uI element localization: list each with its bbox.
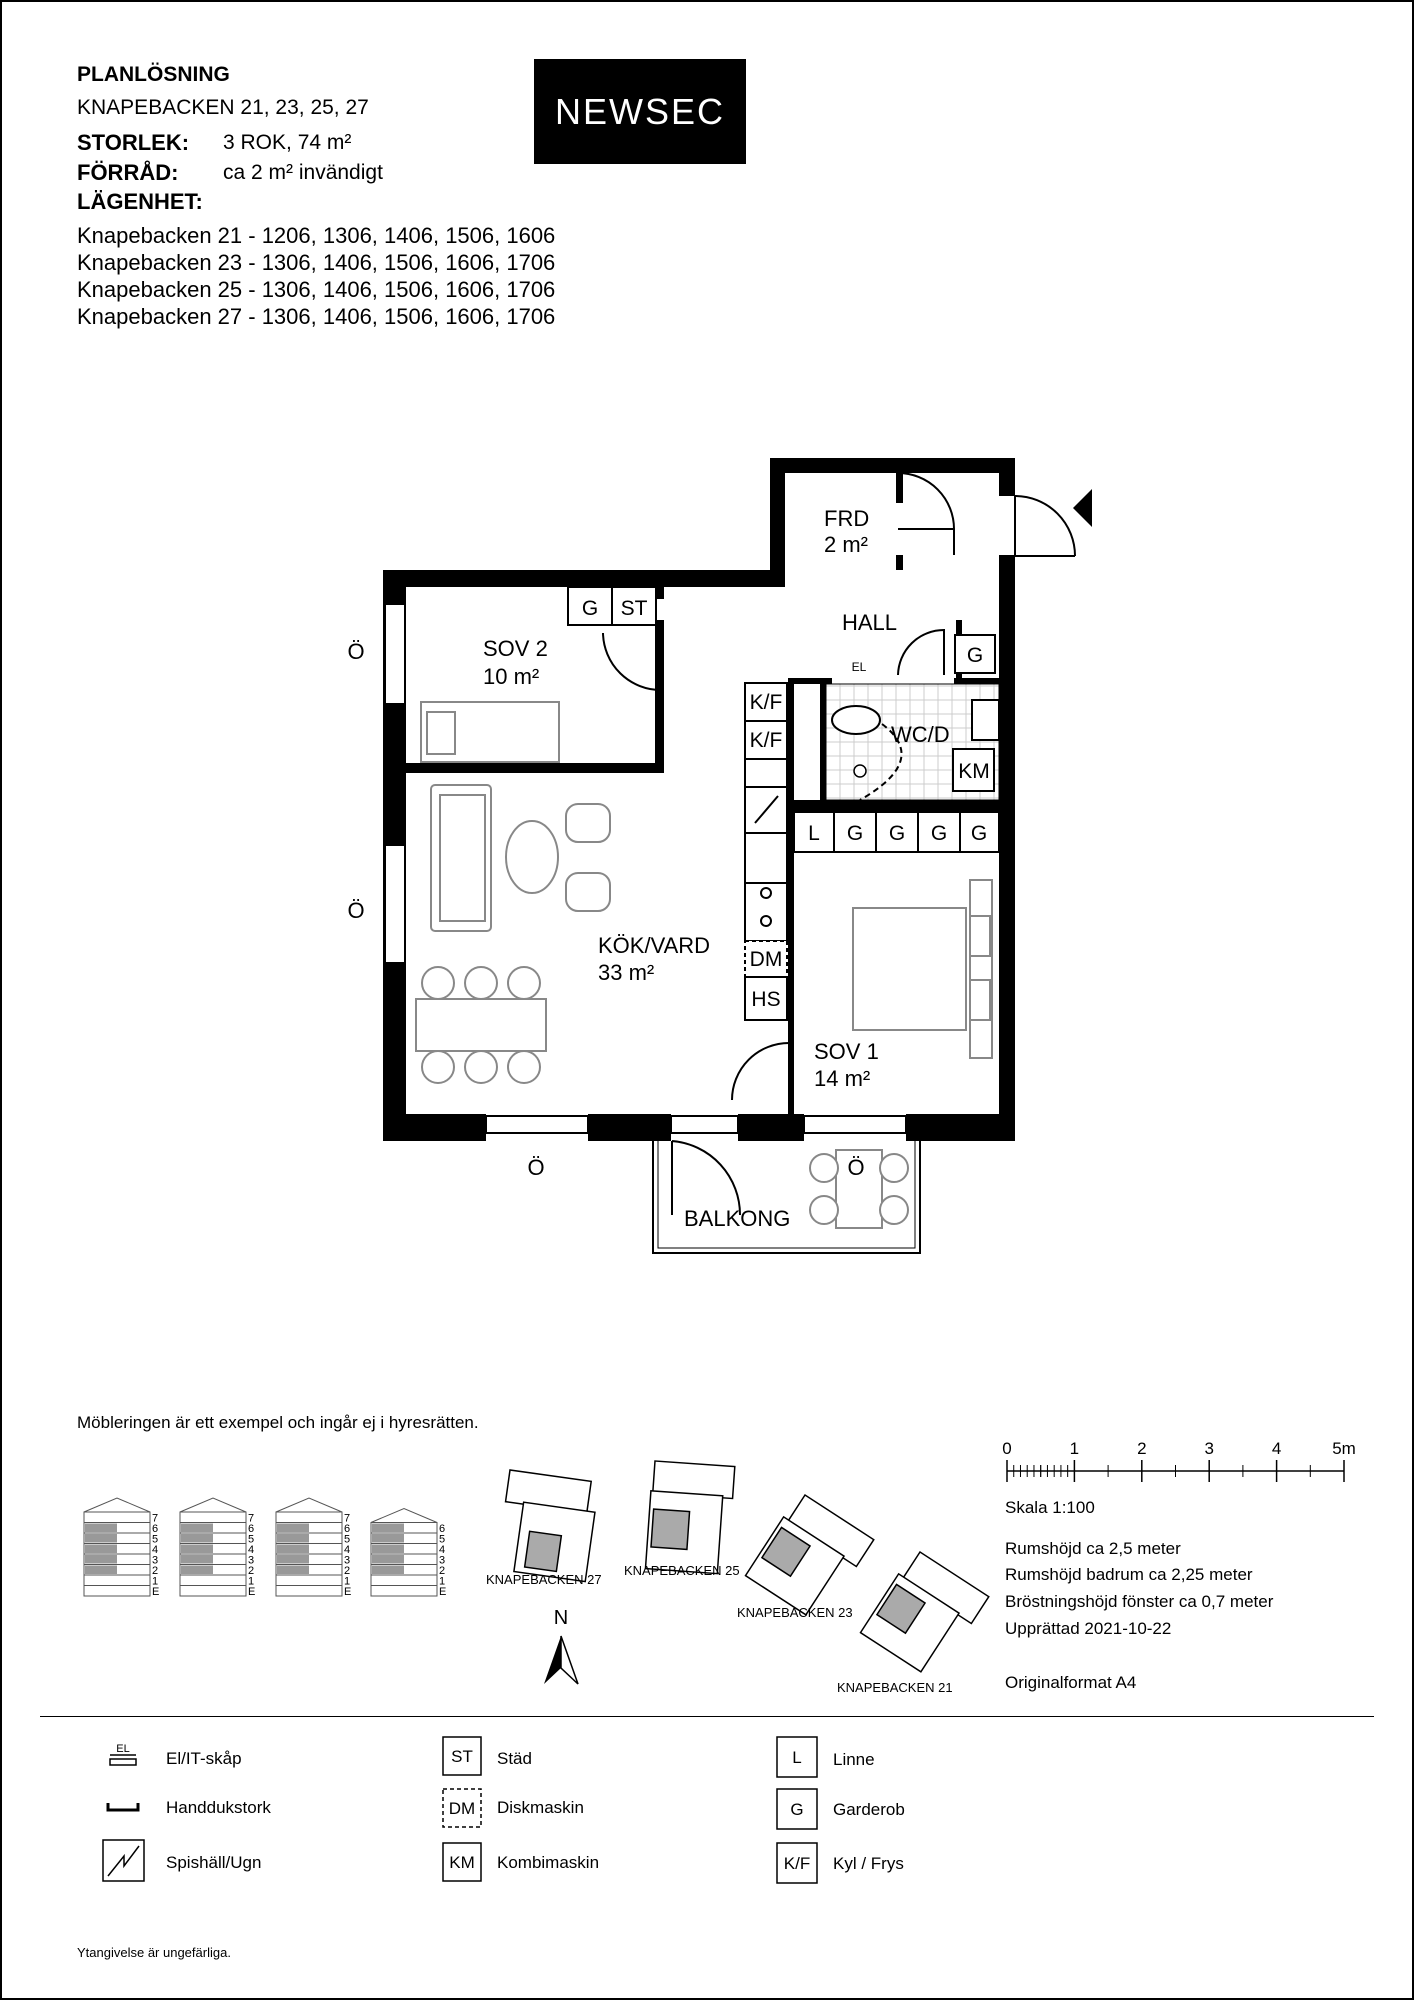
furnishing-note: Möbleringen är ett exempel och ingår ej i hyresrätten.: [77, 1413, 479, 1432]
cleaning-closet-label: ST: [620, 597, 648, 620]
storage-label: FÖRRÅD:: [77, 160, 179, 185]
window-mark: Ö: [347, 639, 365, 664]
building-label: KNAPEBACKEN 27: [486, 1572, 602, 1587]
kok-name: KÖK/VARD: [598, 933, 711, 958]
stack-floor-label: 2: [344, 1565, 351, 1577]
sov2-name: SOV 2: [483, 636, 548, 661]
legend-label: Diskmaskin: [497, 1798, 584, 1817]
stack-floor-label: E: [248, 1586, 256, 1598]
legend-label: Spishäll/Ugn: [166, 1853, 262, 1872]
frd-area: 2 m²: [824, 532, 868, 557]
stack-floor-label: 2: [248, 1565, 255, 1577]
stack-floor-label: 1: [152, 1575, 159, 1588]
legend-label: El/IT-skåp: [166, 1749, 242, 1768]
legend-label: Kyl / Frys: [833, 1854, 904, 1873]
wardrobe-label: G: [930, 822, 948, 845]
original-format: Originalformat A4: [1005, 1673, 1137, 1692]
frd-name: FRD: [824, 506, 870, 531]
scale-tick-label: 5m: [1332, 1439, 1356, 1458]
apartment-line: Knapebacken 23 - 1306, 1406, 1506, 1606, 1706: [77, 250, 556, 275]
legend-label: Linne: [833, 1750, 875, 1769]
info-line: Bröstningshöjd fönster ca 0,7 meter: [1005, 1592, 1274, 1611]
fridge-freezer-label: K/F: [749, 729, 783, 752]
stack-floor-label: 7: [248, 1512, 255, 1525]
legend-label: Städ: [497, 1749, 532, 1768]
stack-floor-label: 6: [152, 1523, 159, 1535]
wardrobe-label: G: [888, 822, 906, 845]
building-label: KNAPEBACKEN 25: [624, 1563, 740, 1578]
building-label: KNAPEBACKEN 23: [737, 1605, 853, 1620]
stack-floor-label: 4: [248, 1544, 255, 1556]
linen-label: L: [808, 822, 820, 845]
legend-label: Kombimaskin: [497, 1853, 600, 1872]
fridge-freezer-label: K/F: [749, 691, 783, 714]
stack-floor-label: 1: [344, 1575, 351, 1588]
stack-floor-label: 3: [344, 1554, 351, 1567]
stack-floor-label: E: [344, 1586, 352, 1598]
wardrobe-label: G: [581, 597, 599, 620]
towel-dryer-icon: [108, 1803, 138, 1810]
sov1-area: 14 m²: [814, 1066, 871, 1091]
apartment-line: Knapebacken 21 - 1206, 1306, 1406, 1506, 1606: [77, 223, 556, 248]
stack-floor-label: 4: [344, 1544, 351, 1556]
size-value: 3 ROK, 74 m²: [223, 131, 352, 154]
stack-floor-label: 6: [439, 1523, 446, 1535]
stack-floor-label: 6: [248, 1523, 255, 1535]
apartment-label: LÄGENHET:: [77, 189, 203, 214]
stack-floor-label: 5: [248, 1533, 255, 1546]
window-mark: Ö: [347, 898, 365, 923]
stack-floor-label: 6: [344, 1523, 351, 1535]
address-subtitle: KNAPEBACKEN 21, 23, 25, 27: [77, 96, 369, 119]
stack-floor-label: 4: [439, 1544, 446, 1556]
wardrobe-label: G: [846, 822, 864, 845]
stack-floor-label: E: [439, 1586, 447, 1598]
apartment-line: Knapebacken 25 - 1306, 1406, 1506, 1606, 1706: [77, 277, 556, 302]
window-mark: Ö: [847, 1155, 865, 1180]
stack-floor-label: 4: [152, 1544, 159, 1556]
info-line: Upprättad 2021-10-22: [1005, 1619, 1172, 1638]
scale-tick-label: 1: [1069, 1439, 1080, 1458]
legend-label: Garderob: [833, 1800, 905, 1819]
sov2-area: 10 m²: [483, 664, 540, 689]
kf-code: K/F: [783, 1854, 811, 1873]
scale-tick-label: 4: [1271, 1439, 1282, 1458]
el-cabinet-label: EL: [851, 660, 867, 674]
stack-floor-label: 3: [439, 1554, 446, 1567]
stack-floor-label: 5: [439, 1533, 446, 1546]
el-code: EL: [116, 1743, 130, 1755]
el-cabinet-icon: [110, 1743, 136, 1765]
hs-label: HS: [751, 988, 781, 1011]
stack-floor-label: 5: [344, 1533, 351, 1546]
estimate-note: Ytangivelse är ungefärliga.: [77, 1945, 231, 1960]
north-label: N: [553, 1607, 569, 1629]
stack-floor-label: 3: [248, 1554, 255, 1567]
info-line: Rumshöjd badrum ca 2,25 meter: [1005, 1565, 1253, 1584]
stack-floor-label: 7: [344, 1512, 351, 1525]
km-code: KM: [449, 1853, 475, 1872]
scale-tick-label: 2: [1137, 1439, 1147, 1458]
wardrobe-label: G: [970, 822, 988, 845]
stack-floor-label: E: [152, 1586, 160, 1598]
l-code: L: [792, 1748, 802, 1767]
combi-machine-label: KM: [958, 760, 990, 783]
plan-title: PLANLÖSNING: [77, 63, 230, 86]
g-code: G: [790, 1800, 804, 1819]
size-label: STORLEK:: [77, 130, 190, 155]
storage-value: ca 2 m² invändigt: [223, 161, 383, 184]
stack-floor-label: 2: [439, 1565, 446, 1577]
kok-area: 33 m²: [598, 960, 655, 985]
wcd-name: WC/D: [891, 722, 950, 747]
building-label: KNAPEBACKEN 21: [837, 1680, 953, 1695]
legend-label: Handdukstork: [166, 1798, 271, 1817]
stove-icon: [103, 1840, 144, 1881]
st-code: ST: [451, 1747, 473, 1766]
dishwasher-label: DM: [749, 948, 783, 971]
scale-tick-label: 3: [1204, 1439, 1214, 1458]
stack-floor-label: 1: [248, 1575, 255, 1588]
scale-text: Skala 1:100: [1005, 1498, 1095, 1517]
window-mark: Ö: [527, 1155, 545, 1180]
balkong-name: BALKONG: [684, 1206, 791, 1231]
scale-tick-label: 0: [1002, 1439, 1012, 1458]
sov1-name: SOV 1: [814, 1039, 879, 1064]
wardrobe-label: G: [966, 644, 984, 667]
stack-floor-label: 2: [152, 1565, 159, 1577]
hall-name: HALL: [842, 610, 898, 635]
info-line: Rumshöjd ca 2,5 meter: [1005, 1539, 1181, 1558]
dm-code: DM: [448, 1799, 476, 1818]
apartment-line: Knapebacken 27 - 1306, 1406, 1506, 1606, 1706: [77, 304, 556, 329]
stack-floor-label: 3: [152, 1554, 159, 1567]
stack-floor-label: 1: [439, 1575, 446, 1588]
stack-floor-label: 7: [152, 1512, 159, 1525]
stack-floor-label: 5: [152, 1533, 159, 1546]
logo-text: NEWSEC: [554, 90, 725, 132]
